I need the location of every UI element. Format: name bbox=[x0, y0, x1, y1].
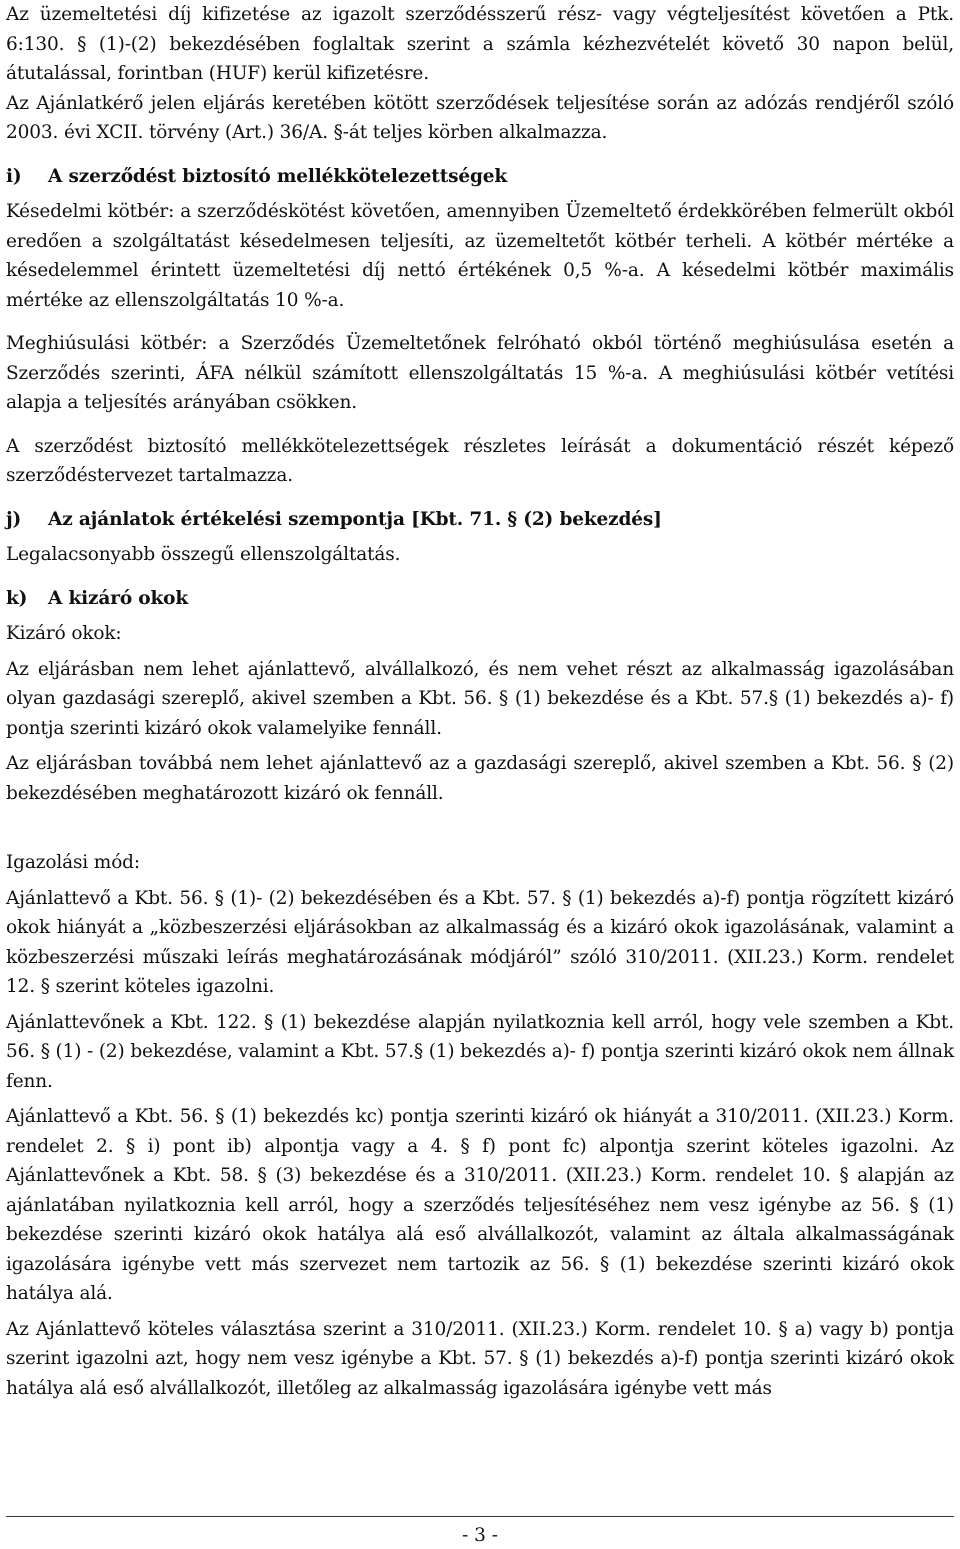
section-k-label: k) bbox=[6, 587, 28, 609]
page-number: - 3 - bbox=[461, 1525, 499, 1546]
section-i-label: i) bbox=[6, 165, 22, 187]
section-j-heading bbox=[6, 505, 954, 535]
exclusion-paragraph-2: Az eljárásban továbbá nem lehet ajánlattevő az a gazdasági szereplő, akivel szemben a Kbt. 56. § (2) bekezdésében meghatározott kizáró ok fennáll. bbox=[6, 753, 954, 804]
obligations-detail-paragraph: A szerződést biztosító mellékkötelezettségek részletes leírását a dokumentáció részét képező szerződéstervezet tartalmazza. bbox=[6, 435, 954, 486]
section-i-heading bbox=[6, 162, 954, 192]
evaluation-criterion-paragraph: Legalacsonyabb összegű ellenszolgáltatás. bbox=[6, 544, 401, 565]
tax-law-paragraph: Az Ajánlatkérő jelen eljárás keretében kötött szerződések teljesítése során az adózás rendjéről szóló 2003. évi XCII. törvény (Art.) 36/A. §-át teljes körben alkalmazza. bbox=[6, 92, 954, 143]
verification-paragraph-2: Ajánlattevőnek a Kbt. 122. § (1) bekezdése alapján nyilatkoznia kell arról, hogy vele szemben a Kbt. 56. § (1) - (2) bekezdése, valamint a Kbt. 57.§ (1) bekezdés a)- f) pontja szerinti kizáró okok nem állnak fenn. bbox=[6, 1011, 954, 1092]
section-k-heading bbox=[6, 584, 954, 614]
verification-paragraph-3: Ajánlattevő a Kbt. 56. § (1) bekezdés kc) pontja szerinti kizáró ok hiányát a 310/2011. (XII.23.) Korm. rendelet 2. § i) pont ib) alpontja vagy a 4. § f) pont fc) alpontja szerint köteles igazolni. Az Ajánlattevőnek a Kbt. 58. § (3) bekezdése és a 310/2011. (XII.23.) Korm. rendelet 10. § alapján az ajánlatában nyilatkoznia kell arról, hogy a szerződés teljesítéséhez nem vesz igénybe az 56. § (1) bekezdése szerinti kizáró okok hatálya alá eső alvállalkozót, valamint az általa alkalmasságának igazolására igénybe vett más szervezet nem tartozik az 56. § (1) bekezdése szerinti kizáró okok hatálya alá. bbox=[6, 1106, 954, 1304]
document-page bbox=[6, 0, 954, 1403]
verification-paragraph-1: Ajánlattevő a Kbt. 56. § (1)- (2) bekezdésében és a Kbt. 57. § (1) bekezdés a)-f) pontja rögzített kizáró okok hiányát a „közbeszerzési eljárásokban az alkalmasság és a kizáró okok igazolásának, valamint a közbeszerzési műszaki leírás meghatározásának módjáról” szóló 310/2011. (XII.23.) Korm. rendelet 12. § szerint köteles igazolni. bbox=[6, 887, 954, 997]
verification-method-subheading: Igazolási mód: bbox=[6, 852, 140, 873]
exclusion-grounds-subheading: Kizáró okok: bbox=[6, 623, 122, 644]
exclusion-paragraph-1: Az eljárásban nem lehet ajánlattevő, alvállalkozó, és nem vehet részt az alkalmasság igazolásában olyan gazdasági szereplő, akivel szemben a Kbt. 56. § (1) bekezdése és a Kbt. 57.§ (1) bekezdés a)- f) pontja szerinti kizáró okok valamelyike fennáll. bbox=[6, 658, 954, 739]
section-k-title: A kizáró okok bbox=[48, 587, 189, 609]
late-penalty-paragraph: Késedelmi kötbér: a szerződéskötést követően, amennyiben Üzemeltető érdekkörében felmerült okból eredően a szolgáltatást késedelmesen teljesíti, az üzemeltetőt kötbér terheli. A kötbér mértéke a késedelemmel érintett üzemeltetési díj nettó értékének 0,5 %-a. A késedelmi kötbér maximális mértéke az ellenszolgáltatás 10 %-a. bbox=[6, 201, 954, 311]
section-j-label: j) bbox=[6, 508, 22, 530]
failure-penalty-paragraph: Meghiúsulási kötbér: a Szerződés Üzemeltetőnek felróható okból történő meghiúsulása esetén a Szerződés szerinti, ÁFA nélkül számított ellenszolgáltatás 15 %-a. A meghiúsulási kötbér vetítési alapja a teljesítés arányában csökken. bbox=[6, 333, 954, 413]
section-i-title: A szerződést biztosító mellékkötelezettségek bbox=[48, 165, 508, 187]
payment-terms-paragraph: Az üzemeltetési díj kifizetése az igazolt szerződésszerű rész- vagy végteljesítést követően a Ptk. 6:130. § (1)-(2) bekezdésében foglaltak szerint a számla kézhezvételét követő 30 napon belül, átutalással, forintban (HUF) kerül kifizetésre. bbox=[6, 4, 954, 84]
footer-divider bbox=[6, 1516, 954, 1517]
verification-paragraph-4: Az Ajánlattevő köteles választása szerint a 310/2011. (XII.23.) Korm. rendelet 10. § a) vagy b) pontja szerint igazolni azt, hogy nem vesz igénybe a Kbt. 57. § (1) bekezdés a)-f) pontja szerinti kizáró okok hatálya alá eső alvállalkozót, illetőleg az alkalmasság igazolására igénybe vett más bbox=[6, 1318, 954, 1399]
section-j-title: Az ajánlatok értékelési szempontja [Kbt. 71. § (2) bekezdés] bbox=[48, 508, 662, 530]
